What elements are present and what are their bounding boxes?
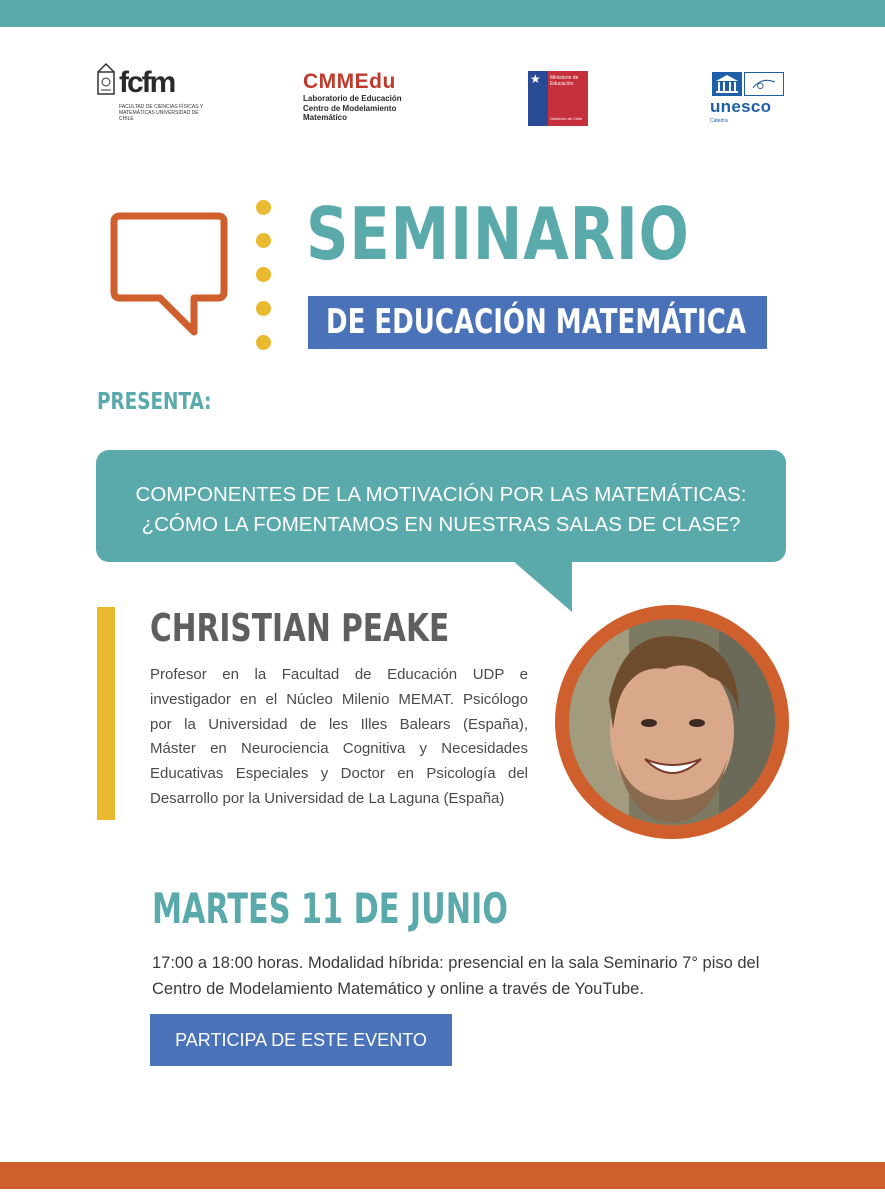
cmmedu-subtitle: Laboratorio de Educación Centro de Modelamiento Matemático <box>303 94 402 122</box>
topic-line-1: COMPONENTES DE LA MOTIVACIÓN POR LAS MATEMÁTICAS: <box>135 483 747 506</box>
bottom-accent-bar <box>0 1162 885 1189</box>
seminar-title: SEMINARIO <box>306 192 690 276</box>
speaker-name: CHRISTIAN PEAKE <box>150 606 450 650</box>
presenta-label: PRESENTA: <box>97 389 212 415</box>
bio-line: investigador en el Núcleo Milenio MEMAT. Psicólogo <box>150 690 528 708</box>
participate-button[interactable]: PARTICIPA DE ESTE EVENTO <box>150 1014 452 1066</box>
unesco-logo <box>710 72 788 132</box>
top-accent-bar <box>0 0 885 27</box>
mineduc-subtitle: Gobierno de Chile <box>550 116 583 121</box>
bio-line: Desarrollo por la Universidad de La Laguna (España) <box>150 789 505 807</box>
university-seal-icon <box>95 62 117 102</box>
event-details: 17:00 a 18:00 horas. Modalidad híbrida: presencial en la sala Seminario 7° piso del Centro de Modelamiento Matemático y online a través de YouTube. <box>152 954 760 998</box>
speaker-bio <box>150 663 528 812</box>
topic-bubble <box>96 450 786 562</box>
speech-bubble-icon <box>110 210 230 340</box>
bio-line: Máster en Neurociencia Cognitiva y Necesidades <box>150 740 528 758</box>
dot <box>256 301 271 316</box>
dot <box>256 267 271 282</box>
star-icon: ★ <box>530 72 541 86</box>
bubble-tail <box>512 560 572 612</box>
chair-emblem-icon <box>745 73 783 95</box>
unesco-temple-icon <box>712 72 742 96</box>
mineduc-title: Ministerio de Educación <box>550 75 579 87</box>
decorative-dots <box>256 200 274 355</box>
dot <box>256 335 271 350</box>
speaker-portrait <box>569 619 775 825</box>
dot <box>256 200 271 215</box>
cmmedu-logo <box>303 70 423 130</box>
speaker-photo <box>555 605 789 839</box>
bio-line: Educativas Especiales y Doctor en Psicología del <box>150 765 528 783</box>
unesco-subtitle: Cátedra <box>710 118 728 124</box>
bio-line: Profesor en la Facultad de Educación UDP e <box>150 666 528 683</box>
unesco-chair-emblem <box>744 72 784 96</box>
event-date: MARTES 11 DE JUNIO <box>152 884 508 933</box>
fcfm-logo <box>95 62 204 128</box>
fcfm-subtitle: FACULTAD DE CIENCIAS FÍSICAS Y MATEMÁTICAS UNIVERSIDAD DE CHILE <box>119 104 204 122</box>
dot <box>256 233 271 248</box>
fcfm-wordmark: fcfm <box>119 66 175 99</box>
mineduc-logo <box>528 71 588 127</box>
topic-line-2: ¿CÓMO LA FOMENTAMOS EN NUESTRAS SALAS DE CLASE? <box>141 513 741 536</box>
cmmedu-wordmark: CMMEdu <box>303 70 396 93</box>
seminar-subtitle-banner <box>308 296 767 349</box>
bio-line: por la Universidad de les Illes Balears (España), <box>150 715 528 733</box>
seminar-subtitle: DE EDUCACIÓN MATEMÁTICA <box>326 302 746 342</box>
unesco-wordmark: unesco <box>710 97 772 116</box>
speaker-accent-bar <box>97 607 115 820</box>
portrait-illustration <box>569 619 775 825</box>
